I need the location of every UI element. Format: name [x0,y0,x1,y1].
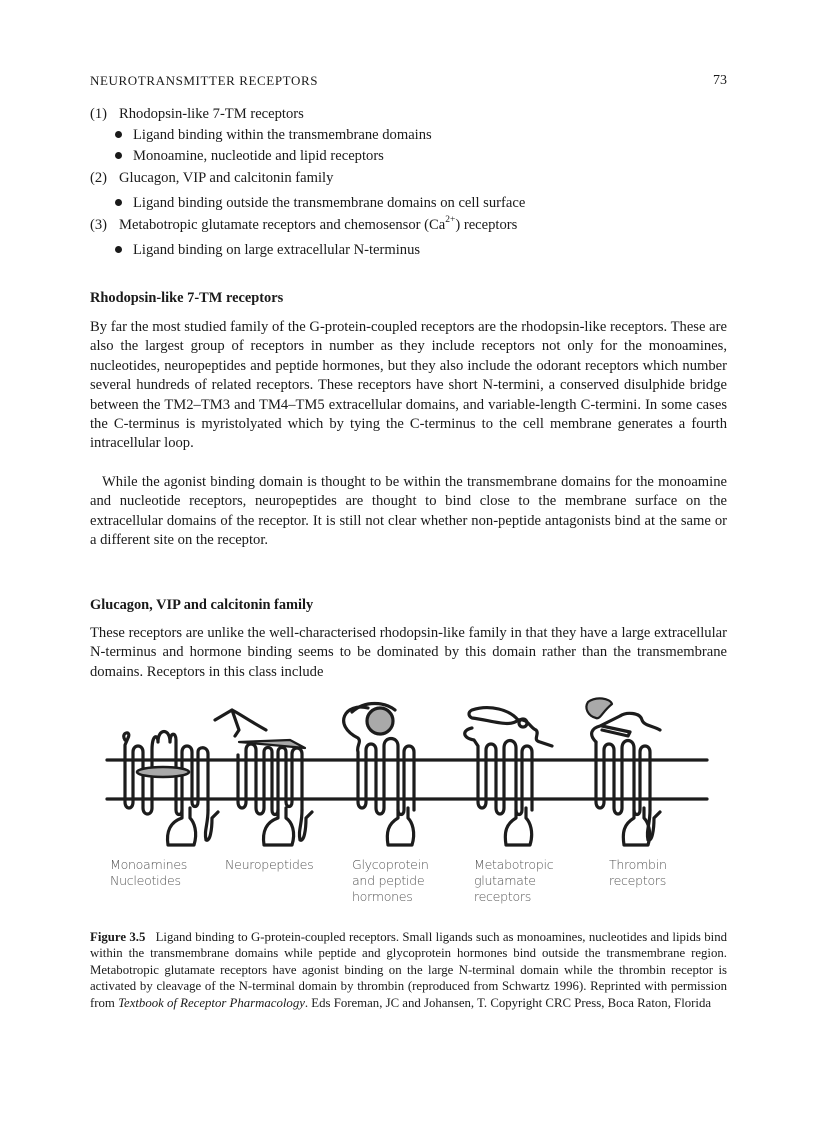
figure-label-monoamines: Monoamines Nucleotides [110,857,188,888]
page-number: 73 [713,73,727,88]
figure-label-neuropeptides: Neuropeptides [225,857,314,872]
receptor-metabotropic-glutamate-icon [465,708,552,845]
outline-item-3 [90,214,727,236]
figure-label-thrombin: Thrombin receptors [609,857,667,888]
book-title: Textbook of Receptor Pharmacology [118,995,305,1010]
figure-caption: Figure 3.5 Ligand binding to G-protein-coupled receptors. Small ligands such as monoamines, nucleotides and lipids bind within the transmembrane domains while peptide and glycoprotein hormones bind outside the transmembrane region. Metabotropic glutamate receptors have agonist binding on the large N-terminal domain while the thrombin receptor is activated by cleavage of the N-terminal domain by thrombin (reproduced from Schwartz 1996). Reprinted with permission from Textbook of Receptor Pharmacology. Eds Foreman, JC and Johansen, T. Copyright CRC Press, Boca Raton, Florida [90,930,728,1010]
outline-number: (1) [90,106,108,122]
figure-label-glycoprotein: Glycoprotein and peptide hormones [352,857,429,904]
paragraph: By far the most studied family of the G-protein-coupled receptors are the rhodopsin-like receptors. These are also the largest group of receptors in number as they include receptors not only for the monoamines, nucleotides, neuropeptides and peptide hormones, but they also include the odorant receptors which number several hundreds of related receptors. These receptors have short N-termini, a conserved disulphide bridge between the TM2–TM3 and TM4–TM5 extracellular domains, and variable-length C-termini. In some cases the C-terminus is myristolyated which by tying the C-terminus to the cell membrane generates a fourth intracellular loop. [90,319,727,452]
outline-number: (2) [90,170,108,186]
section-heading-rhodopsin: Rhodopsin-like 7-TM receptors [90,290,284,306]
bullet-icon [115,131,122,138]
outline-number: (3) [90,217,108,233]
paragraph: These receptors are unlike the well-characterised rhodopsin-like family in that they have a large extracellular N-terminus and hormone binding seems to be dominated by this domain rather than the transmembrane domains. Receptors in this class include [90,625,727,680]
receptor-monoamine-icon [124,732,218,846]
receptor-glycoprotein-icon [344,704,414,846]
outline-label: Rhodopsin-like 7-TM receptors [119,106,304,122]
bullet-icon [115,246,122,253]
outline-bullet: Ligand binding outside the transmembrane domains on cell surface [90,193,727,214]
running-head-title: NEUROTRANSMITTER RECEPTORS [90,73,319,88]
outline-bullet: Ligand binding on large extracellular N-terminus [90,240,727,261]
gpcr-ligand-binding-figure [100,690,720,925]
receptor-class-outline [90,103,727,261]
outline-bullet: Ligand binding within the transmembrane domains [90,125,727,146]
figure-label: Figure 3.5 [90,930,146,944]
figure-label-metabotropic: Metabotropic glutamate receptors [474,857,554,904]
bullet-icon [115,152,122,159]
receptor-neuropeptide-icon [215,710,312,845]
outline-item-2 [90,167,727,189]
receptor-diagram [100,690,720,865]
outline-bullet: Monoamine, nucleotide and lipid receptors [90,146,727,167]
running-head [90,73,727,91]
receptor-thrombin-icon [586,698,660,845]
outline-label: Metabotropic glutamate receptors and chemosensor $(Ca^{2+})$ receptors [119,215,518,233]
outline-item-1 [90,103,727,125]
outline-label: Glucagon, VIP and calcitonin family [119,170,334,186]
paragraph: While the agonist binding domain is thought to be within the transmembrane domains for the monoamine and nucleotide receptors, neuropeptides are thought to bind close to the membrane surface on the extracellular domains of the receptor. It is still not clear whether non-peptide antagonists bind at the same or a different site on the receptor. [90,474,727,549]
section-heading-glucagon: Glucagon, VIP and calcitonin family [90,597,314,613]
bullet-icon [115,199,122,206]
